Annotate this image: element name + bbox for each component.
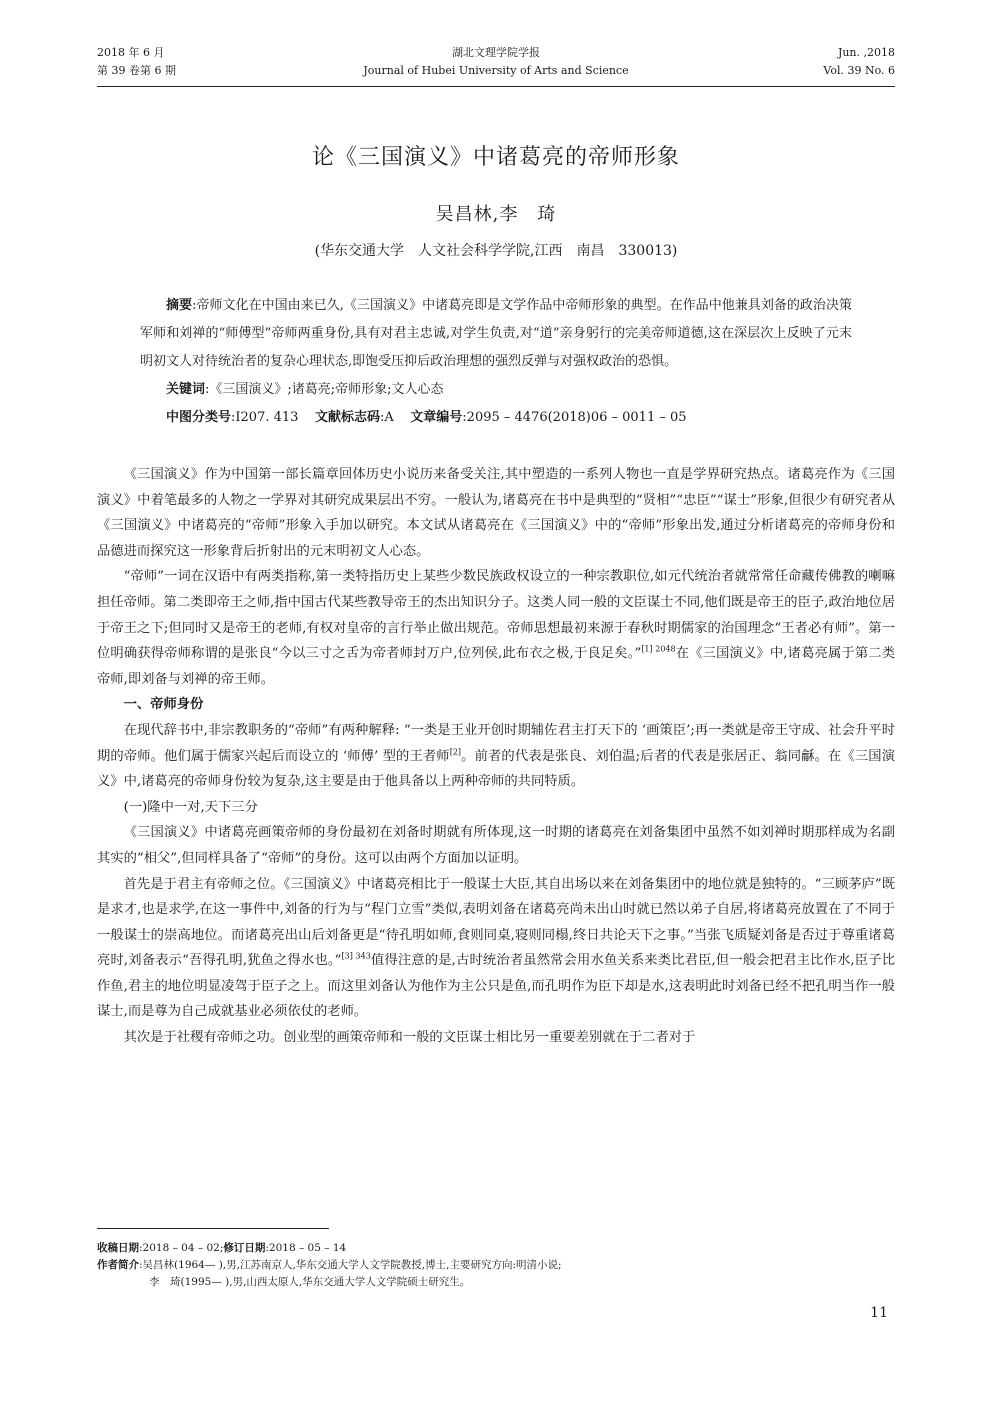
abstract-section [140,292,852,432]
classification-line [140,404,852,432]
issue-date-en: Jun. ,2018 [837,46,895,59]
keywords-label: 关键词 [166,382,206,397]
issue-info-en-block [823,44,895,80]
revised-label: 修订日期 [223,1242,266,1254]
journal-name-block [97,44,895,80]
author-bio-2: 李 琦(1995— ),男,山西太原人,华东交通大学人文学院硕士研究生。 [149,1276,471,1288]
p2-text-b: 在《三国演义》中,诸葛亮属于第二类帝师,即刘备与刘禅的帝王师。 [97,646,895,687]
citation-3: [3] 343 [341,951,371,961]
dates-line [97,1240,895,1257]
journal-name-en: Journal of Hubei University of Arts and Science [363,64,629,77]
footnote-divider [97,1228,329,1229]
abstract-paragraph [140,292,852,376]
article-no-value: :2095 – 4476(2018)06 – 0011 – 05 [462,410,687,425]
running-header [97,44,895,84]
p5-text-b: 值得注意的是,古时统治者虽然常会用水鱼关系来类比君臣,但一般会把君主比作水,臣子比作鱼,君主的地位明显凌驾于臣子之上。而这里刘备认为他作为主公只是鱼,而孔明作为臣下却是水,这表明此时刘备已经不把孔明当作一般谋士,而是尊为自己成就基业必须依仗的老师。 [97,953,895,1020]
article-authors: 吴昌林,李 琦 [435,204,557,225]
article-body [97,462,895,1051]
article-no-label: 文章编号 [410,410,463,425]
doc-code-label: 文献标志码 [314,410,380,425]
section-heading-1: 一、帝师身份 [123,697,204,713]
author-bio-1: :吴昌林(1964— ),男,江苏南京人,华东交通大学人文学院教授,博士,主要研究方向:明清小说; [139,1259,562,1271]
p3-text-b: 。前者的代表是张良、刘伯温;后者的代表是张居正、翁同龢。在《三国演义》中,诸葛亮的帝师身份较为复杂,这主要是由于他具备以上两种帝师的共同特质。 [97,748,895,790]
p5-text-a: 首先是于君主有帝师之位。《三国演义》中诸葛亮相比于一般谋士大臣,其自出场以来在刘备集团中的地位就是独特的。“三顾茅庐”既是求才,也是求学,在这一事件中,刘备的行为与“程门立雪”类似,表明刘备在诸葛亮尚未出山时就已然以弟子自居,将诸葛亮放置在了不同于一般谋士的崇高地位。而诸葛亮出山后刘备更是“待孔明如师,食则同桌,寝则同榻,终日共论天下之事。”当张飞质疑刘备是否过于尊重诸葛亮时,刘备表示“吾得孔明,犹鱼之得水也。” [97,876,895,969]
volume-issue: 第 39 卷第 6 期 [97,64,176,77]
p3-text-a: 在现代辞书中,非宗教职务的“帝师”有两种解释: “一类是王业开创时期辅佐君主打天下的 ‘画策臣’;再一类就是帝王守成、社会升平时期的帝师。他们属于儒家兴起后而设立的 ‘师傅’ 型的王者师 [97,722,895,764]
page-number: 11 [870,1305,888,1321]
abstract-text-rest: 在作品中他兼具刘备的政治决策军师和刘禅的“师傅型”帝师两重身份,具有对君主忠诚,对学生负责,对“道”亲身躬行的完美帝师道德,这在深层次上反映了元末明初文人对待统治者的复杂心理状态,即饱受压抑后政治理想的强烈反弹与对强权政治的恐惧。 [140,298,852,369]
received-date: :2018 – 04 – 02; [139,1242,224,1254]
p2-text-a: “帝师”一词在汉语中有两类指称,第一类特指历史上某些少数民族政权设立的一种宗教职位,如元代统治者就常常任命藏传佛教的喇嘛担任帝师。第二类即帝王之师,指中国古代某些教导帝王的杰出知识分子。这类人同一般的文臣谋士不同,他们既是帝王的臣子,政治地位居于帝王之下;但同时又是帝王的老师,有权对皇帝的言行举止做出规范。帝师思想最初来源于春秋时期儒家的治国理念“王者必有师”。第一位明确获得帝师称谓的是张良“今以三寸之舌为帝者师封万户,位列侯,此布衣之极,于良足矣。” [97,569,895,662]
journal-name-cn: 湖北文理学院学报 [452,46,540,59]
body-paragraph-6: 其次是于社稷有帝师之功。创业型的画策帝师和一般的文臣谋士相比另一重要差别就在于二者对于 [123,1030,696,1046]
body-paragraph-5 [97,872,895,1026]
clc-value: :I207. 413 [231,410,299,425]
keywords-line [140,376,852,404]
clc-label: 中图分类号 [166,410,232,425]
received-label: 收稿日期 [97,1242,139,1254]
abstract-label: 摘要 [166,298,193,313]
citation-2: [2] [449,747,462,757]
subsection-heading-1: (一)隆中一对,天下三分 [123,799,258,815]
author-bio-line-1 [97,1257,895,1274]
author-bio-label: 作者简介 [97,1259,139,1271]
issue-date: 2018 年 6 月 [97,46,165,59]
header-divider [97,86,895,87]
footnote-block [97,1240,895,1291]
body-paragraph-2 [97,564,895,692]
author-affiliation: (华东交通大学 人文社会科学学院,江西 南昌 330013) [314,243,678,259]
body-paragraph-1: 《三国演义》作为中国第一部长篇章回体历史小说历来备受关注,其中塑造的一系列人物也一直是学界研究热点。诸葛亮作为《三国演义》中着笔最多的人物之一学界对其研究成果层出不穷。一般认为,诸葛亮在书中是典型的“贤相”“忠臣”“谋士”形象,但很少有研究者从《三国演义》中诸葛亮的“帝师”形象入手加以研究。本文试从诸葛亮在《三国演义》中的“帝师”形象出发,通过分析诸葛亮的帝师身份和品德进而探究这一形象背后折射出的元末明初文人心态。 [97,467,895,559]
abstract-text-start: :帝师文化在中国由来已久,《三国演义》中诸葛亮即是文学作品中帝师形象的典型。 [192,298,670,313]
body-paragraph-3 [97,718,895,795]
citation-1: [1] 2048 [641,644,676,654]
doc-code-value: :A [379,410,394,425]
revised-date: :2018 – 05 – 14 [265,1242,347,1254]
volume-issue-en: Vol. 39 No. 6 [823,64,895,77]
article-title: 论《三国演义》中诸葛亮的帝师形象 [311,145,680,170]
body-paragraph-4: 《三国演义》中诸葛亮画策帝师的身份最初在刘备时期就有所体现,这一时期的诸葛亮在刘备集团中虽然不如刘禅时期那样成为名副其实的“相父”,但同样具备了“帝师”的身份。这可以由两个方面加以证明。 [97,825,895,866]
keywords-text: :《三国演义》;诸葛亮;帝师形象;文人心态 [205,382,444,397]
